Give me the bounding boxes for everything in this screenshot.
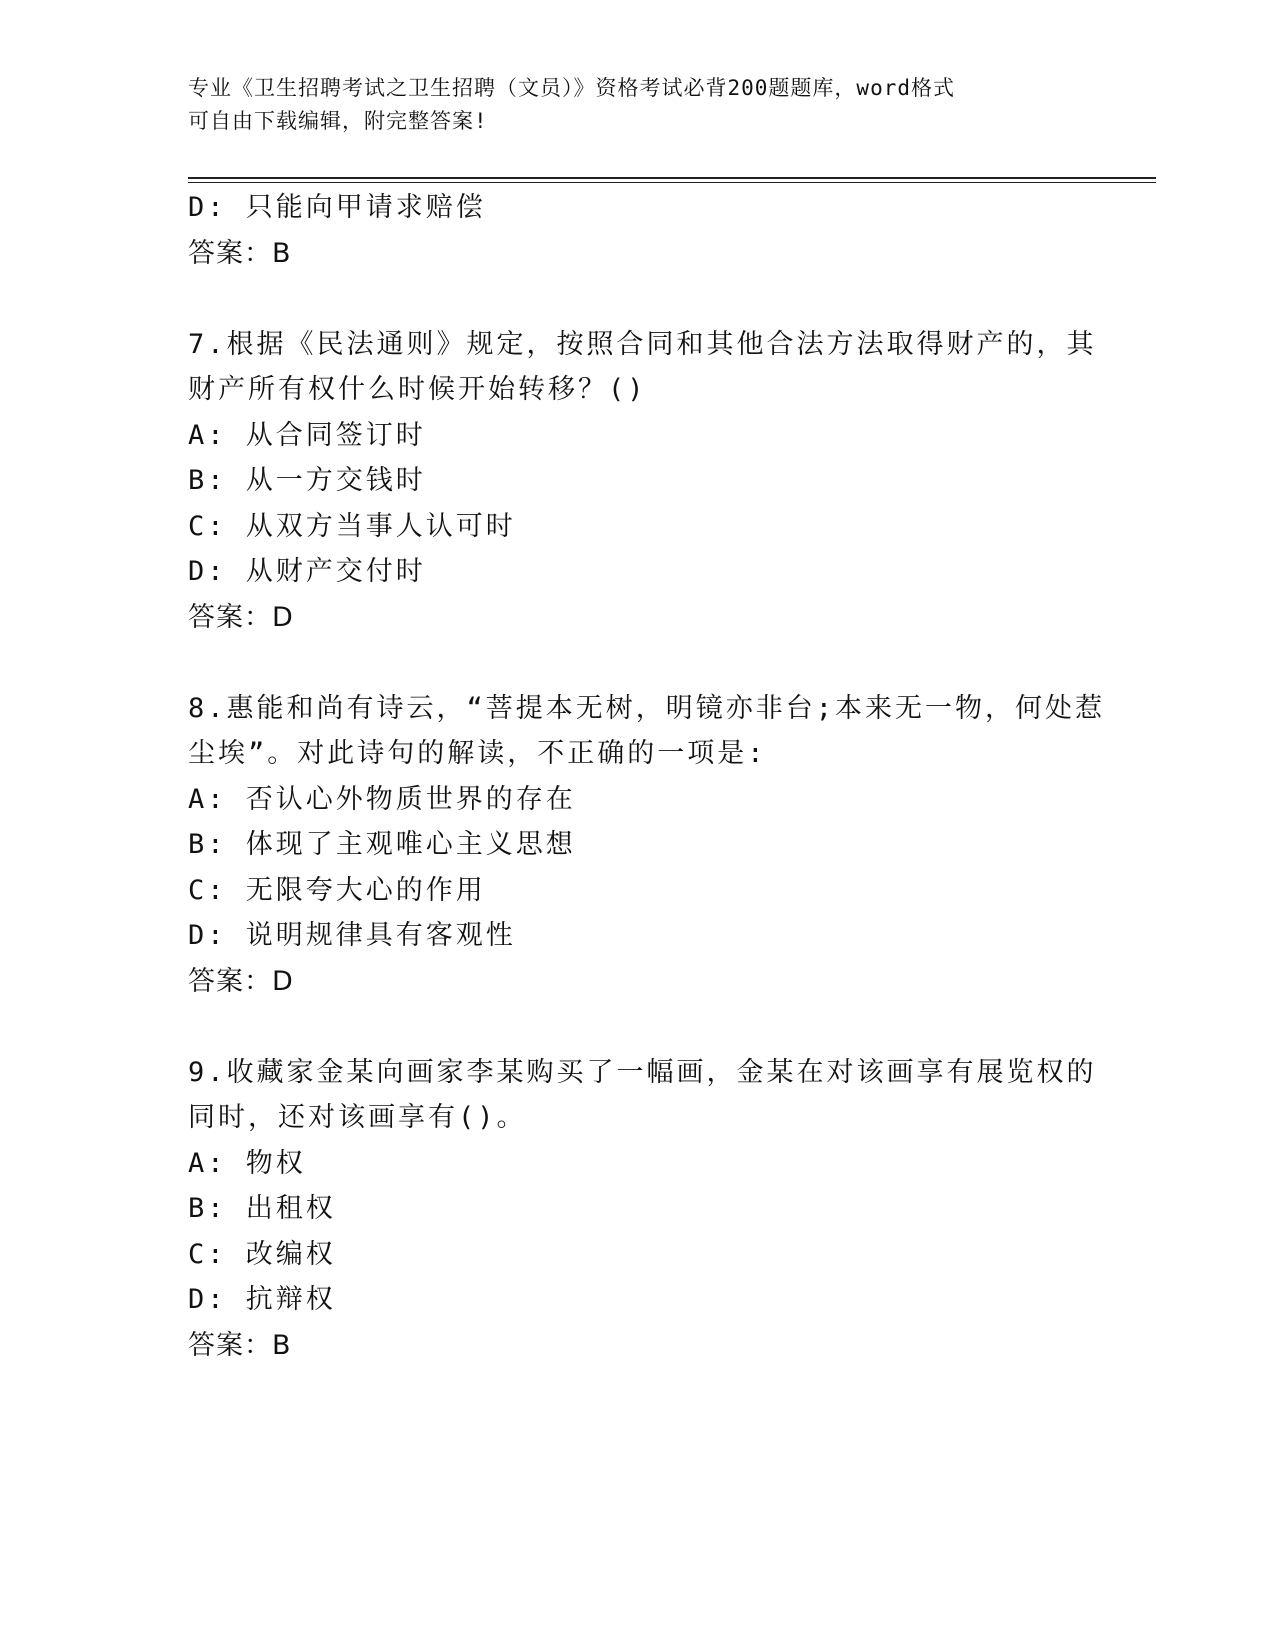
- option-a: A: 物权: [188, 1147, 306, 1179]
- spacer: [188, 1004, 1088, 1050]
- header-divider: [188, 177, 1156, 183]
- answer-line: 答案：B: [188, 1329, 292, 1361]
- option-c: C: 改编权: [188, 1238, 336, 1270]
- answer-line: 答案：D: [188, 601, 294, 633]
- question-list: [188, 185, 1106, 1368]
- question-stem-line-2: 财产所有权什么时候开始转移？(): [188, 374, 647, 405]
- question-stem-line-2: 同时，还对该画享有()。: [188, 1102, 527, 1133]
- option-a: A: 从合同签订时: [188, 419, 426, 451]
- question-stem-line-1: 7.根据《民法通则》规定，按照合同和其他合法方法取得财产的，其: [188, 328, 1097, 360]
- answer-line: 答案：D: [188, 965, 294, 997]
- question-stem-line-1: 9.收藏家金某向画家李某购买了一幅画，金某在对该画享有展览权的: [188, 1056, 1097, 1088]
- previous-question-tail: [188, 185, 1088, 276]
- question-7: [188, 322, 1097, 641]
- question-stem-line-2: 尘埃”。对此诗句的解读，不正确的一项是:: [188, 738, 767, 769]
- option-b: B: 从一方交钱时: [188, 465, 426, 496]
- header-title-line-1: 专业《卫生招聘考试之卫生招聘（文员）》资格考试必背200题题库，word格式: [188, 76, 955, 100]
- spacer: [188, 640, 1088, 686]
- option-d: D: 只能向甲请求赔偿: [188, 192, 486, 223]
- header-title-line-2: 可自由下载编辑，附完整答案!: [188, 109, 488, 133]
- option-d: D: 说明规律具有客观性: [188, 920, 516, 951]
- option-c: C: 从双方当事人认可时: [188, 510, 516, 542]
- option-d: D: 从财产交付时: [188, 556, 426, 587]
- question-stem-line-1: 8.惠能和尚有诗云，“菩提本无树，明镜亦非台;本来无一物，何处惹: [188, 692, 1106, 724]
- option-a: A: 否认心外物质世界的存在: [188, 783, 576, 815]
- document-header: [188, 72, 1078, 138]
- option-b: B: 出租权: [188, 1193, 336, 1224]
- question-8: [188, 686, 1106, 1005]
- option-c: C: 无限夸大心的作用: [188, 874, 486, 906]
- answer-line: 答案：B: [188, 237, 292, 269]
- option-d: D: 抗辩权: [188, 1284, 336, 1315]
- question-9: [188, 1050, 1097, 1369]
- spacer: [188, 276, 1088, 322]
- option-b: B: 体现了主观唯心主义思想: [188, 829, 576, 860]
